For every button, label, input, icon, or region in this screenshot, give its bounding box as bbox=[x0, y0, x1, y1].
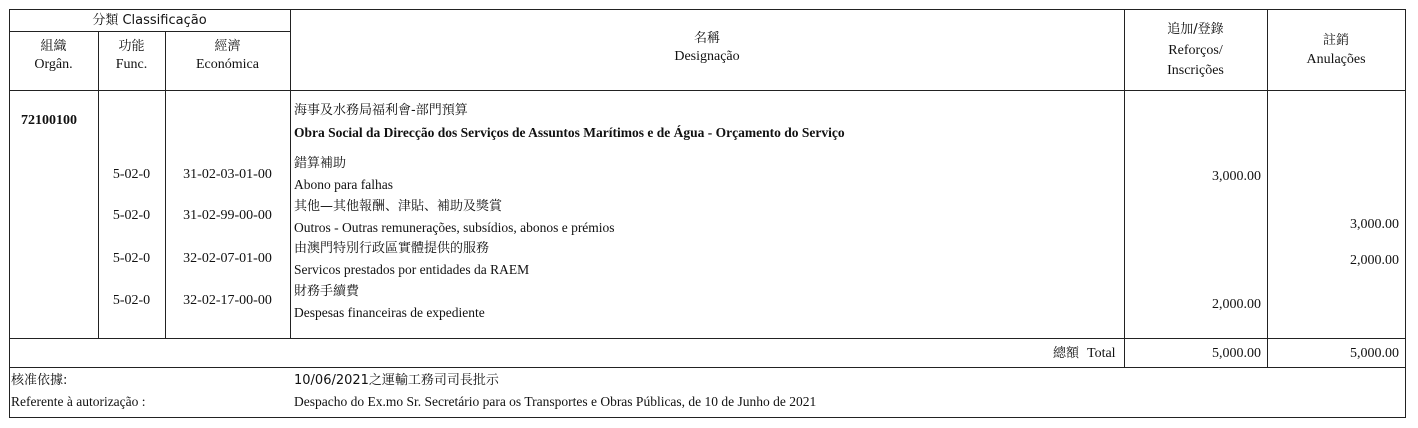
total-label-pt: Total bbox=[1087, 346, 1116, 361]
rule-header-bottom bbox=[9, 90, 1406, 91]
table-row-annul: 2,000.00 bbox=[1350, 253, 1399, 268]
organ-title-zh: 海事及水務局福利會-部門預算 bbox=[294, 103, 468, 118]
table-row-func: 5-02-0 bbox=[112, 208, 151, 223]
dispatch-zh: 10/06/2021之運輸工務司司長批示 bbox=[294, 373, 499, 388]
table-row-name-pt: Despesas financeiras de expediente bbox=[294, 305, 485, 320]
table-row-name-pt: Abono para falhas bbox=[294, 177, 393, 192]
organ-header-pt: Orgân. bbox=[34, 57, 73, 72]
func-header-zh: 功能 bbox=[118, 39, 145, 54]
reinforce-header-pt2: Inscrições bbox=[1167, 63, 1224, 78]
table-row-econ: 32-02-17-00-00 bbox=[183, 293, 272, 308]
organ-title-pt: Obra Social da Direcção dos Serviços de Assuntos Marítimos e de Água - Orçamento do Serviço bbox=[294, 125, 845, 140]
annul-header-pt: Anulações bbox=[1306, 52, 1366, 67]
designation-header-zh: 名稱 bbox=[693, 31, 720, 46]
table-row-func: 5-02-0 bbox=[112, 167, 151, 182]
organ-header-zh: 組織 bbox=[40, 39, 67, 54]
designation-header-pt: Designação bbox=[674, 49, 740, 64]
basis-label-zh: 核准依據: bbox=[11, 373, 68, 388]
func-header-pt: Func. bbox=[115, 57, 148, 72]
rule-top bbox=[9, 9, 1406, 10]
reinforce-header-zh: 追加/登錄 bbox=[1167, 22, 1224, 37]
table-row-reinforce: 3,000.00 bbox=[1212, 169, 1261, 184]
table-row-name-zh: 財務手續費 bbox=[294, 284, 360, 299]
rule-func bbox=[165, 31, 166, 338]
table-row-reinforce: 2,000.00 bbox=[1212, 297, 1261, 312]
budget-table bbox=[9, 9, 1406, 418]
rule-total-bottom bbox=[9, 367, 1406, 368]
annul-header-zh: 註銷 bbox=[1322, 33, 1349, 48]
table-row-func: 5-02-0 bbox=[112, 293, 151, 308]
rule-right bbox=[1405, 9, 1406, 418]
total-reinforce: 5,000.00 bbox=[1212, 346, 1261, 361]
table-row-name-zh: 由澳門特別行政區實體提供的服務 bbox=[294, 241, 490, 256]
table-row-name-zh: 錯算補助 bbox=[294, 156, 347, 171]
organ-code: 72100100 bbox=[21, 113, 77, 128]
rule-body-bottom bbox=[9, 338, 1406, 339]
table-row-econ: 32-02-07-01-00 bbox=[183, 251, 272, 266]
rule-classification bbox=[9, 31, 290, 32]
econ-header-zh: 經濟 bbox=[214, 39, 241, 54]
reinforce-header-pt1: Reforços/ bbox=[1168, 43, 1223, 58]
table-row-name-zh: 其他—其他報酬、津貼、補助及獎賞 bbox=[294, 199, 503, 214]
rule-bottom bbox=[9, 417, 1406, 418]
dispatch-pt: Despacho do Ex.mo Sr. Secretário para os Transportes e Obras Públicas, de 10 de Junho de 2021 bbox=[294, 394, 817, 409]
table-row-name-pt: Servicos prestados por entidades da RAEM bbox=[294, 262, 530, 277]
rule-organ bbox=[98, 31, 99, 338]
econ-header-pt: Económica bbox=[196, 57, 259, 72]
table-row-econ: 31-02-99-00-00 bbox=[183, 208, 272, 223]
table-row-name-pt: Outros - Outras remunerações, subsídios, abonos e prémios bbox=[294, 220, 615, 235]
table-row-econ: 31-02-03-01-00 bbox=[183, 167, 272, 182]
basis-label-pt: Referente à autorização : bbox=[11, 394, 146, 409]
total-label-zh: 總額 bbox=[1052, 346, 1079, 361]
classification-header: 分類 Classificação bbox=[92, 13, 207, 28]
table-row-func: 5-02-0 bbox=[112, 251, 151, 266]
table-row-annul: 3,000.00 bbox=[1350, 217, 1399, 232]
total-annul: 5,000.00 bbox=[1350, 346, 1399, 361]
